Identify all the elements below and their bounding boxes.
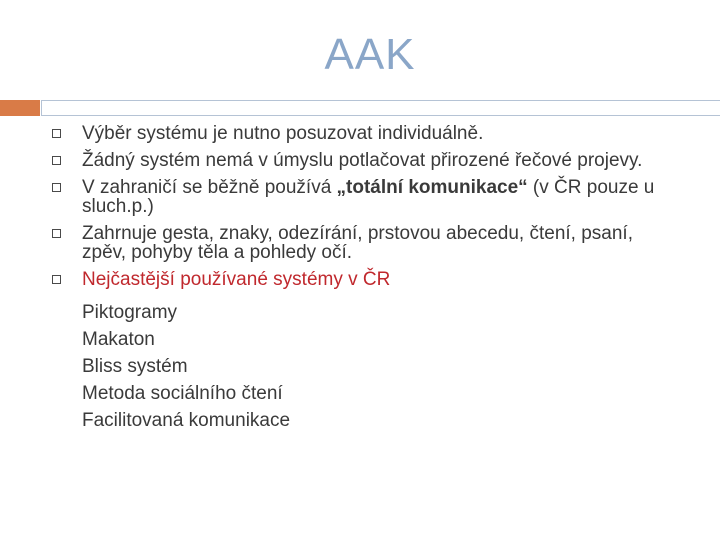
slide-content: [52, 124, 672, 438]
system-item: Bliss systém: [82, 356, 188, 377]
bullet-text: Zahrnuje gesta, znaky, odezírání, prstovou abecedu, čtení, psaní, zpěv, pohyby těla a pohledy očí.: [82, 223, 633, 263]
bullet-item: [52, 224, 672, 262]
title-divider-rule: [41, 100, 720, 116]
bullet-text: Žádný systém nemá v úmyslu potlačovat přirozené řečové projevy.: [82, 150, 643, 171]
bullet-text-after: (v ČR pouze u sluch.p.): [82, 177, 655, 217]
bullet-text: Nejčastější používané systémy v ČR: [82, 269, 391, 290]
bullet-text-before: V zahraničí se běžně používá: [82, 177, 337, 198]
title-accent-bar: [0, 100, 40, 116]
square-bullet-icon: [52, 156, 61, 165]
system-item: Piktogramy: [82, 302, 178, 323]
bullet-item: [52, 124, 672, 143]
system-item: Metoda sociálního čtení: [82, 383, 283, 404]
square-bullet-icon: [52, 129, 61, 138]
square-bullet-icon: [52, 275, 61, 284]
systems-list: [52, 303, 672, 438]
bullet-item: [52, 151, 672, 170]
system-item: Makaton: [82, 329, 155, 350]
bullet-item-highlight: [52, 270, 672, 289]
square-bullet-icon: [52, 229, 61, 238]
system-item: Facilitovaná komunikace: [82, 410, 291, 431]
bullet-text: [82, 177, 654, 217]
bullet-item: [52, 178, 672, 216]
bullet-text: Výběr systému je nutno posuzovat individuálně.: [82, 123, 484, 144]
square-bullet-icon: [52, 183, 61, 192]
slide-title: AAK: [324, 30, 416, 79]
bullet-text-bold: „totální komunikace“: [336, 177, 528, 198]
